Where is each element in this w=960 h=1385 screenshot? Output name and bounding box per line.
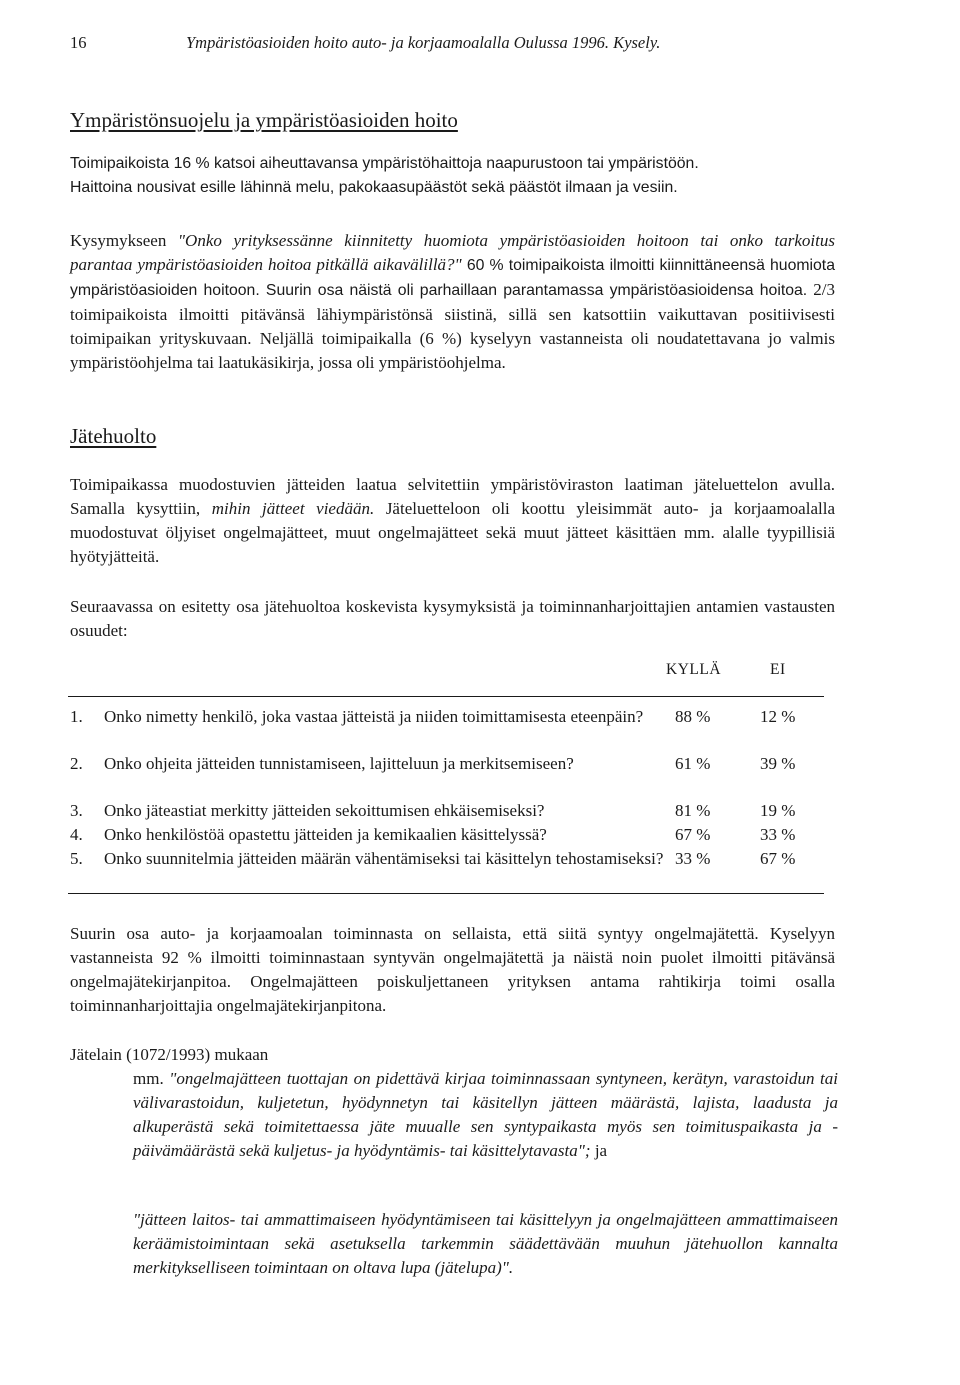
answer-yes: 33 % (675, 849, 711, 868)
question-number: 5. (70, 849, 83, 868)
answer-no: 19 % (760, 801, 796, 820)
question-number: 4. (70, 825, 83, 844)
paragraph-text: Kysymykseen (70, 231, 178, 250)
running-title: Ympäristöasioiden hoito auto- ja korjaamoalalla Oulussa 1996. Kysely. (186, 33, 661, 52)
table-bottom-rule (68, 893, 824, 894)
answer-no: 67 % (760, 849, 796, 868)
question-number: 3. (70, 801, 83, 820)
column-header-yes: KYLLÄ (666, 661, 722, 678)
law-quote-text: "ongelmajätteen tuottajan on pidettävä kirjaa toiminnassaan syntyneen, kerätyn, varastoidun tai välivarastoidun, kuljetetun, hyödynnetyn tai käsitellyn jätteen määrästä, lajista, laadusta ja alkuperästä sekä toimitettaessa jäte muualle sen syntypaikasta myös sen toimituspaikasta ja -päivämäärästä sekä kuljetus- ja hyödyntämis- tai käsittelytavasta"; (133, 1069, 838, 1160)
law-tail: ja (590, 1141, 608, 1160)
question-number: 2. (70, 754, 83, 773)
question-text: Onko jäteastiat merkitty jätteiden sekoittumisen ehkäisemiseksi? (104, 801, 545, 820)
question-text: Onko nimetty henkilö, joka vastaa jätteistä ja niiden toimittamisesta eteenpäin? (104, 707, 644, 726)
answer-yes: 88 % (675, 707, 711, 726)
section-heading-environment: Ympäristönsuojelu ja ympäristöasioiden hoito (70, 108, 458, 132)
table-top-rule (68, 696, 824, 697)
column-header-no: EI (770, 661, 786, 678)
question-text: Onko suunnitelmia jätteiden määrän vähentämiseksi tai käsittelyn tehostamiseksi? (104, 849, 664, 868)
law-lead: mm. (133, 1069, 170, 1088)
paragraph-hazardous-waste: Suurin osa auto- ja korjaamoalan toiminnasta on sellaista, että siitä syntyy ongelmajätettä. Kyselyyn vastanneista 92 % ilmoitti toiminnastaan syntyvän ongelmajätettä ja näistä noin puolet ilmoitti pitävänsä ongelmajätekirjanpitoa. Ongelmajätteen poiskuljettaneen yrityksen antama rahtikirja toimi osalla toiminnanharjoittajia ongelmajätekirjanpitona. (70, 924, 835, 1015)
paragraph-line: Haittoina nousivat esille lähinnä melu, pakokaasupäästöt sekä päästöt ilmaan ja vesiin. (70, 179, 678, 196)
survey-question-quote: "Onko yrityksessänne kiinnitetty huomiota ympäristöasioiden hoitoon tai onko tarkoitus parantaa ympäristöasioiden hoitoa pitkällä aikavälillä?" (70, 231, 835, 274)
section-heading-waste: Jätehuolto (70, 424, 157, 448)
paragraph-environmental-harm (70, 152, 835, 200)
answer-no: 33 % (760, 825, 796, 844)
paragraph-text: Toimipaikassa muodostuvien jätteiden laatua selvitettiin ympäristöviraston laatiman jäteluettelon avulla. Samalla kysyttiin, (70, 475, 835, 518)
question-number: 1. (70, 707, 83, 726)
law-quote-text: "jätteen laitos- tai ammattimaiseen hyödyntämiseen tai käsittelyyn ja ongelmajätteen ammattimaiseen keräämistoimintaan sekä asetuksella tarkemmin säädettävään muuhun jätehuollon kannalta merkitykselliseen toimintaan on oltava lupa (jätelupa)". (133, 1210, 838, 1277)
paragraph-waste-list (70, 473, 835, 569)
page-number: 16 (70, 33, 87, 52)
answer-no: 12 % (760, 707, 796, 726)
paragraph-text: 2/3 toimipaikoista ilmoitti pitävänsä lähiympäristönsä siistinä, sillä sen katsottiin vaikuttavan positiivisesti toimipaikan yrityskuvaan. Neljällä toimipaikalla (6 %) kyselyyn vastanneista oli noudatettavana jo valmis ympäristöohjelma tai laatukäsikirja, jossa oli ympäristöohjelma. (70, 280, 835, 372)
paragraph-text: 60 % toimipaikoista ilmoitti kiinnittäneensä huomiota ympäristöasioiden hoitoon. Suurin osa näistä oli parhaillaan parantamassa ympäristöasioidensa hoitoa. (70, 257, 835, 299)
question-text: Onko ohjeita jätteiden tunnistamiseen, lajitteluun ja merkitsemiseen? (104, 754, 574, 773)
paragraph-line: Toimipaikoista 16 % katsoi aiheuttavansa ympäristöhaittoja naapurustoon tai ympäristöön. (70, 155, 699, 172)
answer-yes: 81 % (675, 801, 711, 820)
question-text: Onko henkilöstöä opastettu jätteiden ja kemikaalien käsittelyssä? (104, 825, 547, 844)
law-quote-1 (133, 1067, 838, 1163)
paragraph-table-intro: Seuraavassa on esitetty osa jätehuoltoa koskevista kysymyksistä ja toiminnanharjoittajien antamien vastausten osuudet: (70, 597, 835, 640)
paragraph-environment-attention (70, 229, 835, 375)
paragraph-text: Jäteluetteloon oli koottu yleisimmät auto- ja korjaamoalalla muodostuvat öljyiset ongelmajätteet, muut ongelmajätteet sekä muut jätteet käsittäen mm. alalle tyypillisiä hyötyjätteitä. (70, 499, 835, 566)
italic-phrase: mihin jätteet viedään. (211, 499, 375, 518)
law-quote-2 (133, 1208, 838, 1280)
answer-yes: 61 % (675, 754, 711, 773)
answer-yes: 67 % (675, 825, 711, 844)
law-reference: Jätelain (1072/1993) mukaan (70, 1045, 269, 1064)
answer-no: 39 % (760, 754, 796, 773)
